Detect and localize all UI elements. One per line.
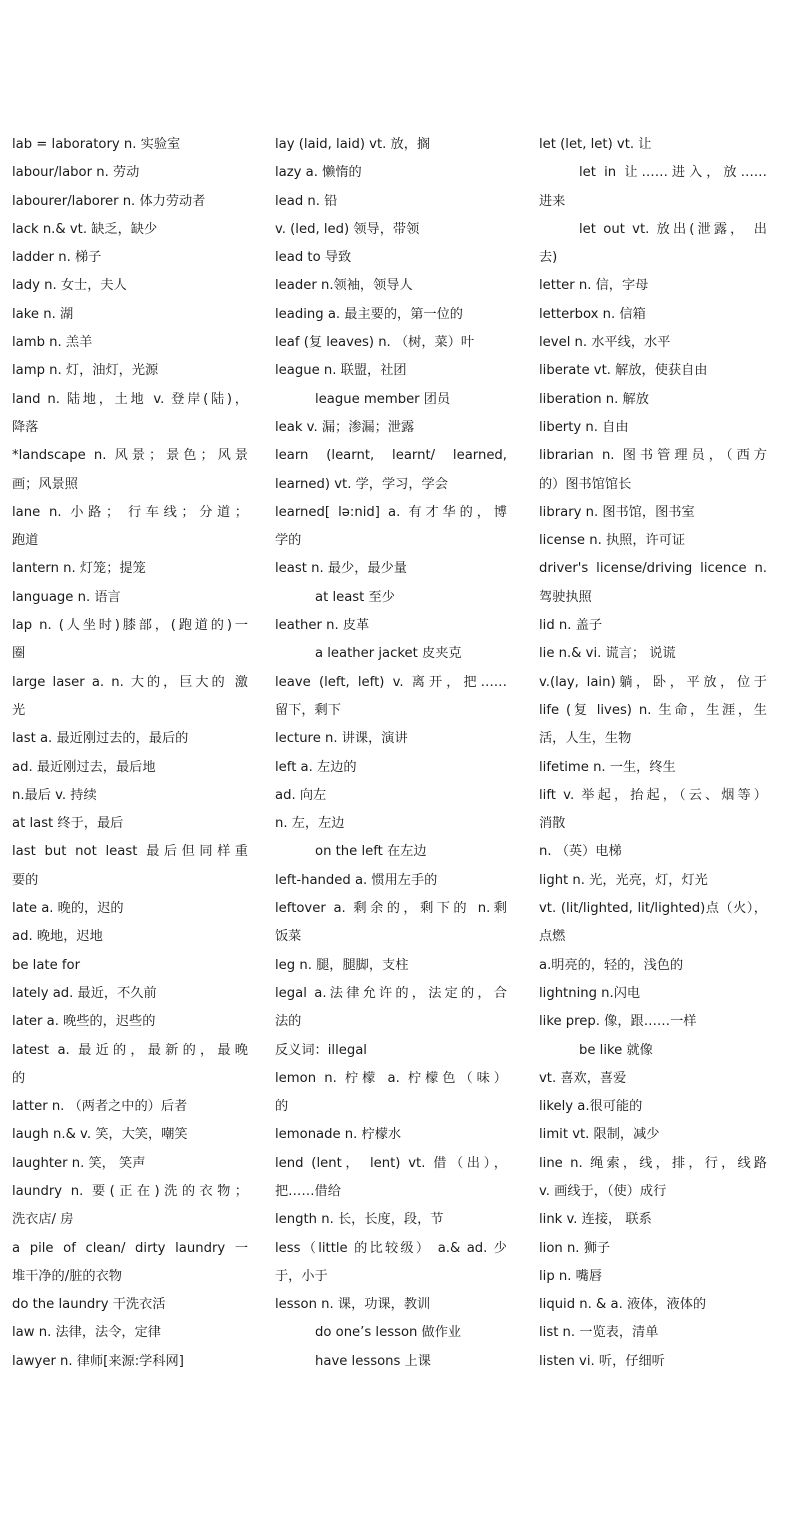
entry-line: lift v. 举起，抬起，（云、烟等）	[539, 787, 767, 803]
entry-line: lifetime n. 一生，终生	[539, 759, 676, 775]
entry-line: 留下，剩下	[275, 702, 341, 718]
entry-line: 要的	[12, 872, 39, 888]
entry-line: let out vt. 放出(泄露， 出	[579, 221, 767, 237]
column-2	[275, 131, 507, 1376]
entry-line: leak v. 漏；渗漏；泄露	[275, 419, 415, 435]
entry-line: at least 至少	[315, 589, 395, 605]
entry-line: link v. 连接， 联系	[539, 1212, 652, 1228]
entry-line: letterbox n. 信箱	[539, 306, 646, 322]
entry-line: large laser a. n. 大的，巨大的 激	[12, 674, 248, 690]
entry-line: least n. 最少，最少量	[275, 561, 407, 577]
entry-line: leave (left, left) v. 离开，把……	[275, 674, 507, 690]
entry-line: lap n. (人坐时)膝部，(跑道的)一	[12, 618, 248, 634]
entry-line: limit vt. 限制，减少	[539, 1127, 660, 1143]
entry-line: 法的	[275, 1014, 302, 1030]
entry-line: lesson n. 课，功课，教训	[275, 1297, 431, 1313]
entry-line: 反义词：illegal	[275, 1042, 367, 1058]
entry-line: 圈	[12, 646, 26, 662]
entry-line: v. (led, led) 领导，带领	[275, 221, 420, 237]
entry-line: last but not least 最后但同样重	[12, 844, 248, 860]
entry-line: latter n. （两者之中的）后者	[12, 1099, 188, 1115]
entry-line: 跑道	[12, 533, 39, 549]
entry-line: 去)	[539, 250, 558, 266]
entry-line: like prep. 像，跟……一样	[539, 1014, 697, 1030]
entry-line: lead n. 铅	[275, 193, 338, 209]
entry-line: let (let, let) vt. 让	[539, 137, 652, 152]
entry-line: lady n. 女士，夫人	[12, 278, 127, 294]
entry-line: liquid n. & a. 液体，液体的	[539, 1297, 707, 1313]
entry-line: v. 画线于，（使）成行	[539, 1183, 667, 1199]
entry-line: lawyer n. 律师[来源:学科网]	[12, 1353, 184, 1369]
entry-line: learned) vt. 学，学习，学会	[275, 476, 448, 492]
entry-line: 的）图书馆馆长	[539, 476, 632, 492]
entry-line: do the laundry 干洗衣活	[12, 1297, 166, 1313]
entry-line: 进来	[539, 193, 566, 209]
entry-line: 消散	[539, 816, 566, 832]
entry-line: leg n. 腿，腿脚，支柱	[275, 957, 409, 973]
entry-line: lecture n. 讲课，演讲	[275, 731, 408, 747]
entry-line: on the left 在左边	[315, 844, 427, 860]
entry-line: lemon n. 柠檬 a. 柠檬色（味）	[275, 1070, 507, 1086]
entry-line: v.(lay, lain)躺，卧，平放，位于	[539, 674, 767, 690]
entry-line: 饭菜	[275, 929, 302, 945]
entry-line: a.明亮的，轻的，浅色的	[539, 957, 684, 973]
entry-line: life (复 lives) n. 生命，生涯，生	[539, 702, 767, 718]
entry-line: lay (laid, laid) vt. 放，搁	[275, 137, 431, 152]
column-3	[539, 131, 767, 1376]
entry-line: be late for	[12, 957, 81, 973]
entry-line: leading a. 最主要的，第一位的	[275, 306, 463, 322]
entry-line: liberty n. 自由	[539, 419, 629, 435]
entry-line: *landscape n. 风景；景色；风景	[12, 448, 248, 464]
entry-line: lightning n.闪电	[539, 985, 641, 1001]
entry-line: laughter n. 笑， 笑声	[12, 1155, 146, 1171]
entry-line: lane n. 小路； 行车线；分道；	[12, 504, 248, 520]
entry-line: latest a. 最近的，最新的，最晚	[12, 1042, 248, 1058]
entry-line: list n. 一览表，清单	[539, 1325, 659, 1341]
entry-line: a pile of clean/ dirty laundry 一	[12, 1240, 248, 1256]
entry-line: left a. 左边的	[275, 759, 357, 775]
entry-line: lead to 导致	[275, 250, 352, 266]
entry-line: late a. 晚的，迟的	[12, 901, 124, 917]
entry-line: line n. 绳索，线，排，行，线路	[539, 1155, 767, 1171]
entry-line: lazy a. 懒惰的	[275, 165, 362, 181]
entry-line: have lessons 上课	[315, 1353, 431, 1369]
entry-line: 于，小于	[275, 1268, 328, 1284]
entry-line: leader n.领袖，领导人	[275, 278, 413, 294]
entry-line: league member 团员	[315, 391, 451, 407]
entry-line: liberation n. 解放	[539, 391, 649, 407]
entry-line: lately ad. 最近，不久前	[12, 985, 157, 1001]
column-1	[12, 131, 248, 1376]
entry-line: 的	[275, 1099, 289, 1115]
entry-line: n. 左，左边	[275, 816, 345, 832]
entry-line: leaf (复 leaves) n. （树，菜）叶	[275, 335, 475, 351]
entry-line: listen vi. 听，仔细听	[539, 1353, 665, 1369]
entry-line: 画；风景照	[12, 476, 78, 492]
entry-line: light n. 光，光亮，灯，灯光	[539, 872, 708, 888]
entry-line: leather n. 皮革	[275, 618, 370, 634]
entry-line: learned[ lə:nid] a. 有才华的，博	[275, 504, 507, 520]
entry-line: labour/labor n. 劳动	[12, 165, 140, 181]
entry-line: n. （英）电梯	[539, 844, 622, 860]
entry-line: 点燃	[539, 929, 566, 945]
entry-line: do one’s lesson 做作业	[315, 1325, 462, 1341]
entry-line: level n. 水平线，水平	[539, 335, 671, 351]
entry-line: driver's license/driving licence n.	[539, 561, 767, 577]
entry-line: leftover a. 剩余的，剩下的 n.剩	[275, 901, 507, 917]
entry-line: 驾驶执照	[539, 589, 592, 605]
entry-line: league n. 联盟，社团	[275, 363, 407, 379]
entry-line: n.最后 v. 持续	[12, 787, 97, 803]
entry-line: left-handed a. 惯用左手的	[275, 872, 438, 888]
entry-line: land n. 陆地，土地 v. 登岸(陆)，	[12, 391, 248, 407]
entry-line: 降落	[12, 419, 39, 435]
entry-line: ad. 晚地，迟地	[12, 929, 103, 945]
entry-line: lend (lent， lent) vt. 借（出），	[275, 1155, 507, 1171]
entry-line: lemonade n. 柠檬水	[275, 1127, 402, 1143]
entry-line: 把……借给	[275, 1183, 341, 1199]
entry-line: language n. 语言	[12, 589, 121, 605]
entry-line: lab = laboratory n. 实验室	[12, 137, 181, 152]
entry-line: lid n. 盖子	[539, 618, 603, 634]
entry-line: vt. (lit/lighted, lit/lighted)点（火），	[539, 901, 767, 917]
entry-line: ad. 向左	[275, 787, 327, 803]
entry-line: librarian n. 图书管理员，（西方	[539, 448, 767, 464]
entry-line: lantern n. 灯笼；提笼	[12, 561, 146, 577]
entry-line: library n. 图书馆，图书室	[539, 504, 695, 520]
entry-line: lamp n. 灯，油灯，光源	[12, 363, 159, 379]
entry-line: ad. 最近刚过去，最后地	[12, 759, 156, 775]
entry-line: letter n. 信，字母	[539, 278, 649, 294]
entry-line: legal a.法律允许的，法定的，合	[275, 985, 507, 1001]
entry-line: 活，人生，生物	[539, 731, 632, 747]
entry-line: 的	[12, 1070, 26, 1086]
entry-line: lie n.& vi. 谎言； 说谎	[539, 646, 676, 662]
entry-line: lion n. 狮子	[539, 1240, 611, 1256]
entry-line: let in 让……进入，放……	[579, 165, 767, 181]
entry-line: 光	[12, 702, 26, 718]
entry-line: less（little 的比较级） a.& ad. 少	[275, 1240, 507, 1256]
entry-line: lake n. 湖	[12, 306, 74, 322]
entry-line: lack n.& vt. 缺乏，缺少	[12, 221, 158, 237]
entry-line: 堆干净的/脏的衣物	[12, 1268, 122, 1284]
entry-line: last a. 最近刚过去的，最后的	[12, 731, 189, 747]
entry-line: ladder n. 梯子	[12, 250, 102, 266]
entry-line: learn (learnt, learnt/ learned,	[275, 448, 507, 464]
entry-line: 学的	[275, 533, 302, 549]
entry-line: law n. 法律，法令，定律	[12, 1325, 161, 1341]
entry-line: lip n. 嘴唇	[539, 1268, 603, 1284]
entry-line: labourer/laborer n. 体力劳动者	[12, 193, 206, 209]
entry-line: later a. 晚些的，迟些的	[12, 1014, 156, 1030]
entry-line: at last 终于，最后	[12, 816, 124, 832]
entry-line: license n. 执照，许可证	[539, 533, 686, 549]
entry-line: a leather jacket 皮夹克	[315, 646, 462, 662]
entry-line: liberate vt. 解放，使获自由	[539, 363, 708, 379]
entry-line: laundry n. 要(正在)洗的衣物；	[12, 1183, 248, 1199]
entry-line: be like 就像	[579, 1042, 653, 1058]
entry-line: laugh n.& v. 笑，大笑，嘲笑	[12, 1127, 188, 1143]
entry-line: lamb n. 羔羊	[12, 335, 93, 351]
entry-line: vt. 喜欢，喜爱	[539, 1070, 627, 1086]
entry-line: length n. 长，长度，段，节	[275, 1212, 444, 1228]
entry-line: likely a.很可能的	[539, 1099, 643, 1115]
entry-line: 洗衣店/ 房	[12, 1212, 74, 1228]
